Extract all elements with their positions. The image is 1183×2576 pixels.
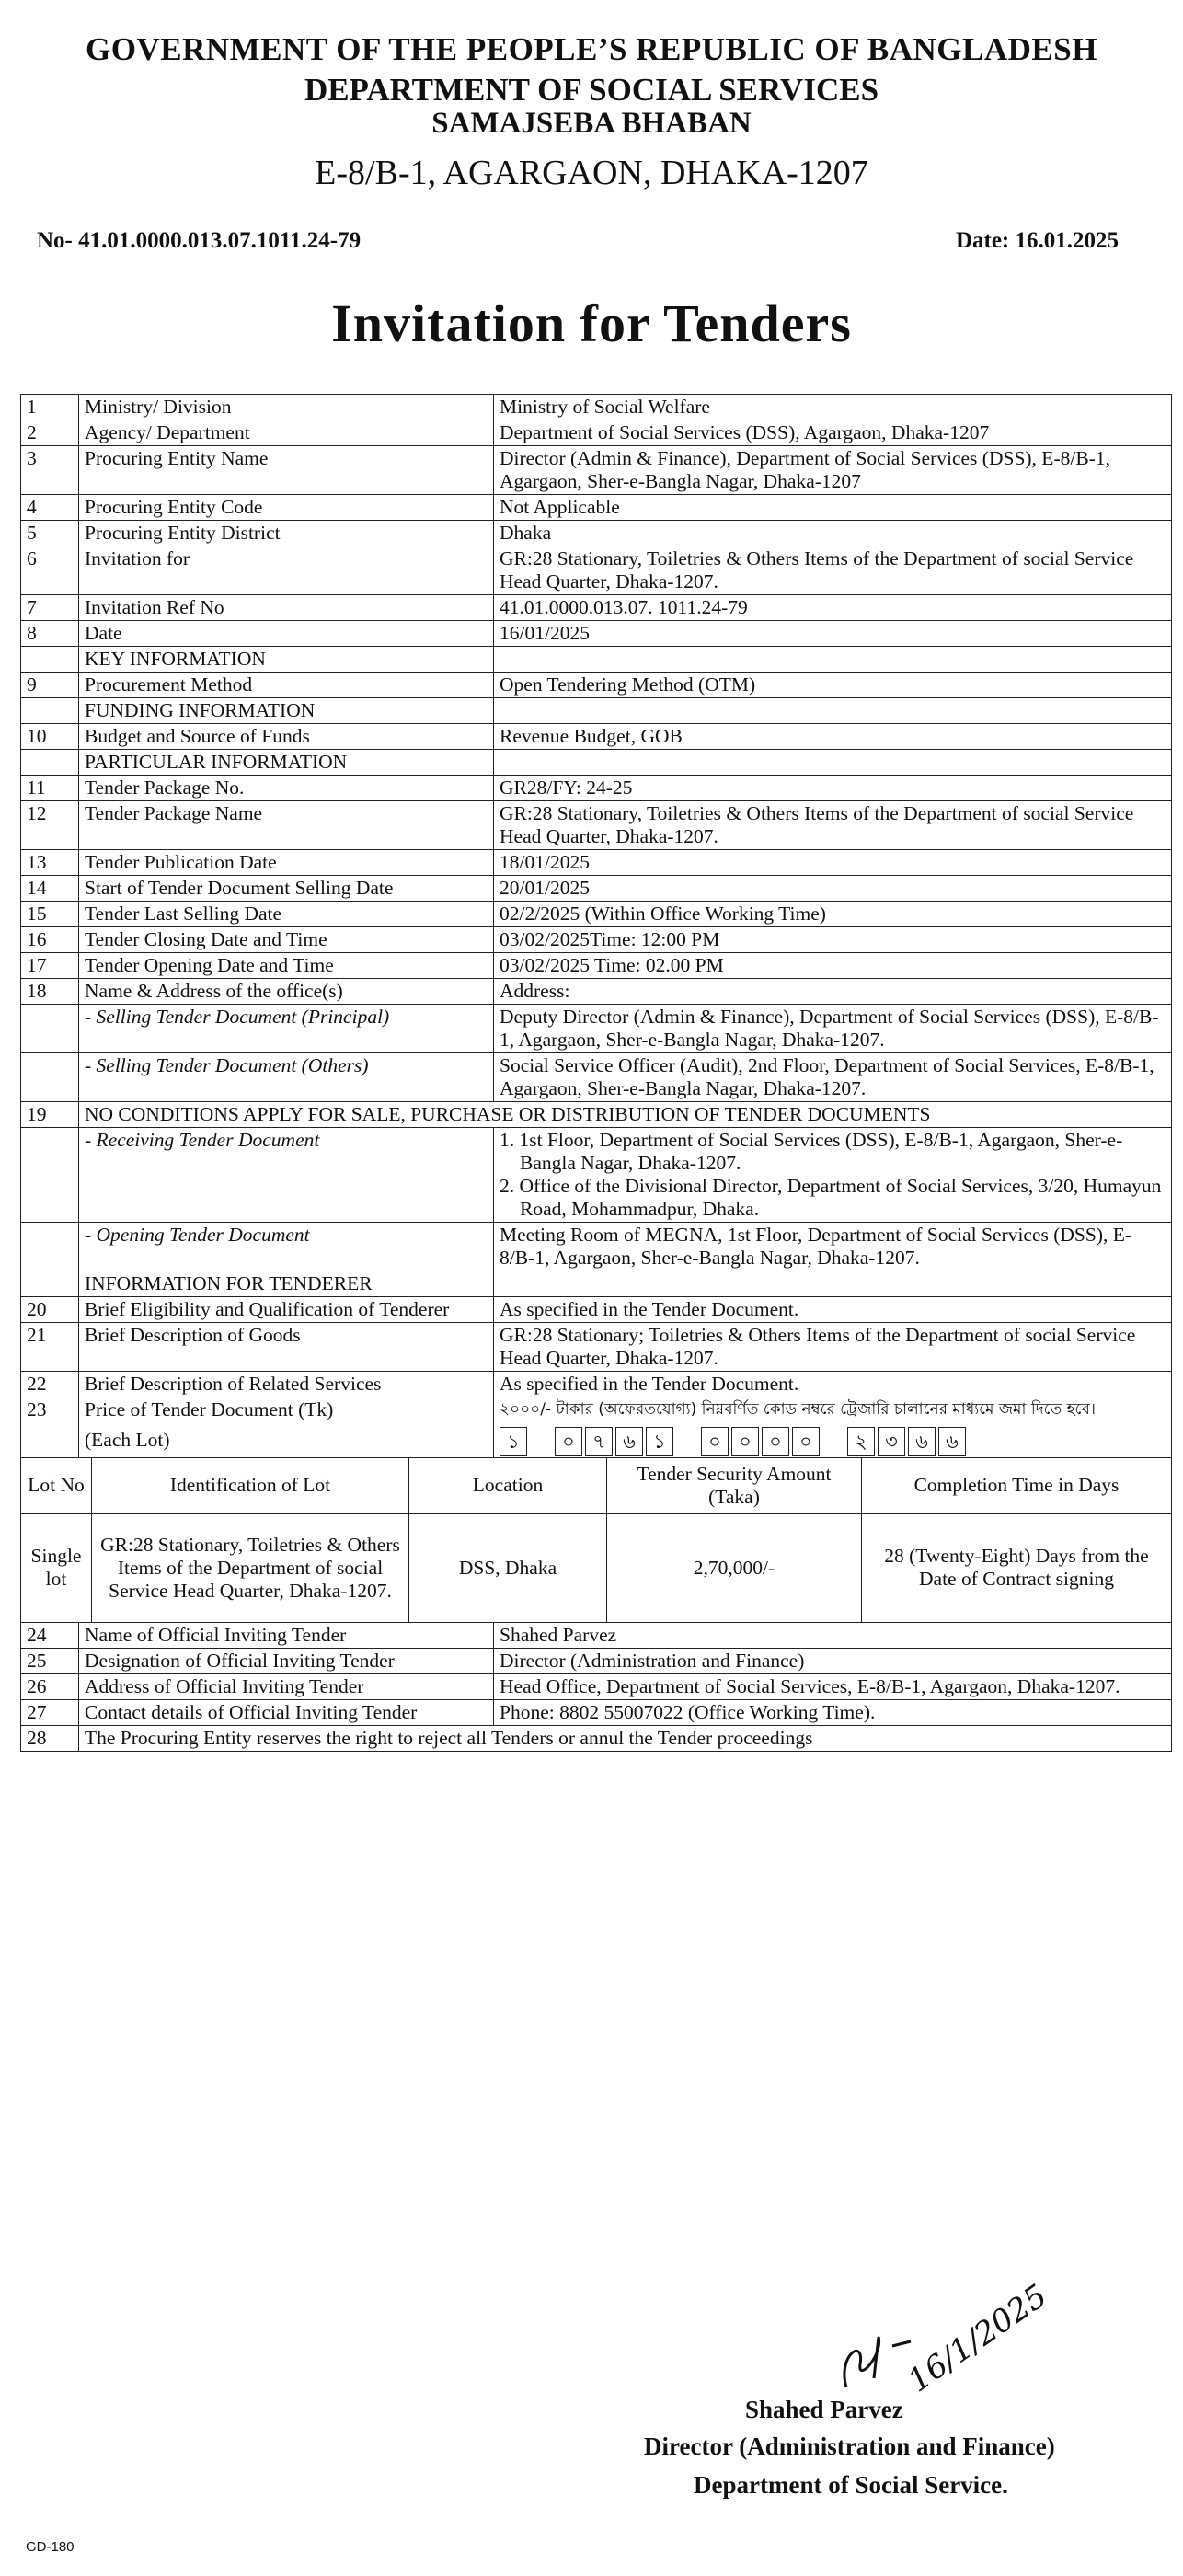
row-label: Contact details of Official Inviting Tender bbox=[79, 1700, 494, 1726]
row-value: As specified in the Tender Document. bbox=[494, 1372, 1172, 1397]
table-row bbox=[21, 521, 1172, 546]
section-info bbox=[21, 1271, 1172, 1297]
row-label: Start of Tender Document Selling Date bbox=[79, 876, 494, 902]
lot-header-row bbox=[21, 1458, 1171, 1513]
row-number: 7 bbox=[21, 595, 79, 621]
code-digit: ০ bbox=[555, 1427, 582, 1456]
section-row bbox=[21, 647, 1172, 673]
row-number: 23 bbox=[21, 1397, 79, 1458]
lot-header-security: Tender Security Amount (Taka) bbox=[607, 1458, 862, 1513]
code-group bbox=[847, 1427, 966, 1456]
table-row bbox=[21, 1323, 1172, 1372]
row-value: 03/02/2025Time: 12:00 PM bbox=[494, 927, 1172, 953]
row-value: Social Service Officer (Audit), 2nd Floor, Department of Social Services, E-8/B-1, Agargaon, Sher-e-Bangla Nagar, Dhaka-1207. bbox=[494, 1053, 1172, 1102]
row-label: - Selling Tender Document (Others) bbox=[79, 1053, 494, 1102]
section-label: FUNDING INFORMATION bbox=[79, 698, 494, 724]
opening-value: Meeting Room of MEGNA, 1st Floor, Department of Social Services (DSS), E-8/B-1, Agargaon, Sher-e-Bangla Nagar, Dhaka-1207. bbox=[494, 1223, 1172, 1271]
row-label: Procuring Entity Code bbox=[79, 495, 494, 521]
row-label: Name of Official Inviting Tender bbox=[79, 1623, 494, 1649]
row-number: 28 bbox=[21, 1726, 79, 1752]
row-label: Agency/ Department bbox=[79, 420, 494, 446]
row-number: 22 bbox=[21, 1372, 79, 1397]
lot-security: 2,70,000/- bbox=[607, 1513, 862, 1622]
table-row bbox=[21, 673, 1172, 698]
code-digit: ৬ bbox=[938, 1427, 966, 1456]
row-label: Invitation Ref No bbox=[79, 595, 494, 621]
row-value: Head Office, Department of Social Services, E-8/B-1, Agargaon, Dhaka-1207. bbox=[494, 1674, 1172, 1700]
row-label: Date bbox=[79, 621, 494, 647]
table-row-19: 19 NO CONDITIONS APPLY FOR SALE, PURCHASE OR DISTRIBUTION OF TENDER DOCUMENTS bbox=[21, 1102, 1172, 1128]
building-heading: SAMAJSEBA BHABAN bbox=[431, 107, 752, 140]
table-row bbox=[21, 902, 1172, 927]
row-label: Ministry/ Division bbox=[79, 395, 494, 420]
lot-row bbox=[21, 1513, 1171, 1622]
lot-header-location: Location bbox=[409, 1458, 607, 1513]
row-value: GR28/FY: 24-25 bbox=[494, 776, 1172, 801]
row-number: 2 bbox=[21, 420, 79, 446]
row-label: Brief Eligibility and Qualification of Tenderer bbox=[79, 1297, 494, 1323]
table-row bbox=[21, 1623, 1172, 1649]
row-value: 02/2/2025 (Within Office Working Time) bbox=[494, 902, 1172, 927]
table-row bbox=[21, 724, 1172, 750]
row-number: 17 bbox=[21, 953, 79, 979]
code-digit: ৭ bbox=[585, 1427, 613, 1456]
table-row bbox=[21, 420, 1172, 446]
code-digit: ০ bbox=[762, 1427, 789, 1456]
lot-header-identification: Identification of Lot bbox=[92, 1458, 409, 1513]
table-row bbox=[21, 1053, 1172, 1102]
code-group bbox=[555, 1427, 673, 1456]
row-value: GR:28 Stationary, Toiletries & Others Items of the Department of social Service Head Quarter, Dhaka-1207. bbox=[494, 801, 1172, 850]
row-value: 18/01/2025 bbox=[494, 850, 1172, 876]
table-row bbox=[21, 546, 1172, 595]
table-row-lot bbox=[21, 1458, 1172, 1623]
lot-header-lot: Lot No bbox=[21, 1458, 92, 1513]
tender-table bbox=[20, 394, 1172, 1752]
row-value: Phone: 8802 55007022 (Office Working Time). bbox=[494, 1700, 1172, 1726]
table-row bbox=[21, 1297, 1172, 1323]
table-row bbox=[21, 1674, 1172, 1700]
row-label: Brief Description of Related Services bbox=[79, 1372, 494, 1397]
row-number: 5 bbox=[21, 521, 79, 546]
row-number: 4 bbox=[21, 495, 79, 521]
row-label: Invitation for bbox=[79, 546, 494, 595]
row-label: Tender Opening Date and Time bbox=[79, 953, 494, 979]
row-value: Director (Admin & Finance), Department of Social Services (DSS), E-8/B-1, Agargaon, Sher-e-Bangla Nagar, Dhaka-1207 bbox=[494, 446, 1172, 495]
row-label: Procurement Method bbox=[79, 673, 494, 698]
row-number: 24 bbox=[21, 1623, 79, 1649]
row-number: 15 bbox=[21, 902, 79, 927]
table-row bbox=[21, 1649, 1172, 1674]
section-label: PARTICULAR INFORMATION bbox=[79, 750, 494, 776]
row-number: 10 bbox=[21, 724, 79, 750]
section-label: INFORMATION FOR TENDERER bbox=[79, 1271, 494, 1297]
code-group bbox=[500, 1427, 527, 1456]
row-number: 18 bbox=[21, 979, 79, 1005]
section-row bbox=[21, 750, 1172, 776]
row-value: 41.01.0000.013.07. 1011.24-79 bbox=[494, 595, 1172, 621]
lot-number: Single lot bbox=[21, 1513, 92, 1622]
row-value: GR:28 Stationary; Toiletries & Others Items of the Department of social Service Head Quarter, Dhaka-1207. bbox=[494, 1323, 1172, 1372]
table-row bbox=[21, 595, 1172, 621]
row-number: 6 bbox=[21, 546, 79, 595]
row-value: Director (Administration and Finance) bbox=[494, 1649, 1172, 1674]
row-value: Dhaka bbox=[494, 521, 1172, 546]
row-value: 20/01/2025 bbox=[494, 876, 1172, 902]
gov-heading: GOVERNMENT OF THE PEOPLE’S REPUBLIC OF BANGLADESH bbox=[86, 31, 1097, 67]
code-digit: ১ bbox=[500, 1427, 527, 1456]
row-value: Not Applicable bbox=[494, 495, 1172, 521]
price-instruction: ২০০০/- টাকার (অফেরতযোগ্য) নিম্নবর্ণিত কোড নম্বরে ট্রেজারি চালানের মাধ্যমে জমা দিতে হবে। bbox=[500, 1400, 1096, 1419]
table-row bbox=[21, 1700, 1172, 1726]
row-value: Shahed Parvez bbox=[494, 1623, 1172, 1649]
row-value: GR:28 Stationary, Toiletries & Others Items of the Department of social Service Head Quarter, Dhaka-1207. bbox=[494, 546, 1172, 595]
table-row bbox=[21, 621, 1172, 647]
lot-identification: GR:28 Stationary, Toiletries & Others Items of the Department of social Service Head Quarter, Dhaka-1207. bbox=[92, 1513, 409, 1622]
row19-text: NO CONDITIONS APPLY FOR SALE, PURCHASE OR DISTRIBUTION OF TENDER DOCUMENTS bbox=[79, 1102, 1172, 1128]
address-heading: E-8/B-1, AGARGAON, DHAKA-1207 bbox=[315, 154, 868, 192]
receiving-item-1: 1. 1st Floor, Department of Social Services (DSS), E-8/B-1, Agargaon, Sher-e-Bangla Nagar, Dhaka-1207. bbox=[500, 1129, 1123, 1174]
table-row bbox=[21, 776, 1172, 801]
row-number: 27 bbox=[21, 1700, 79, 1726]
lot-table bbox=[21, 1458, 1171, 1622]
receiving-item-2: 2. Office of the Divisional Director, Department of Social Services, 3/20, Humayun Road, Mohammadpur, Dhaka. bbox=[500, 1175, 1162, 1220]
row-label: Procuring Entity Name bbox=[79, 446, 494, 495]
signatory-office: Department of Social Service. bbox=[694, 2471, 1008, 2499]
row-number: 13 bbox=[21, 850, 79, 876]
row-label: Tender Package No. bbox=[79, 776, 494, 801]
row-label: Name & Address of the office(s) bbox=[79, 979, 494, 1005]
code-digit: ০ bbox=[792, 1427, 820, 1456]
row-value: Address: bbox=[494, 979, 1172, 1005]
page-title: Invitation for Tenders bbox=[331, 293, 852, 353]
row28-text: The Procuring Entity reserves the right to reject all Tenders or annul the Tender proceedings bbox=[79, 1726, 1172, 1752]
handwritten-signature bbox=[810, 2277, 1054, 2401]
row-label: Tender Last Selling Date bbox=[79, 902, 494, 927]
row-number: 11 bbox=[21, 776, 79, 801]
row-value: 16/01/2025 bbox=[494, 621, 1172, 647]
row-number: 26 bbox=[21, 1674, 79, 1700]
table-row bbox=[21, 1372, 1172, 1397]
treasury-code bbox=[500, 1427, 1166, 1456]
lot-location: DSS, Dhaka bbox=[409, 1513, 607, 1622]
row-label: Procuring Entity District bbox=[79, 521, 494, 546]
row-number: 8 bbox=[21, 621, 79, 647]
row-label: Tender Package Name bbox=[79, 801, 494, 850]
row-value: Revenue Budget, GOB bbox=[494, 724, 1172, 750]
row-label: Tender Publication Date bbox=[79, 850, 494, 876]
row-number: 9 bbox=[21, 673, 79, 698]
code-digit: ১ bbox=[646, 1427, 673, 1456]
opening-label: - Opening Tender Document bbox=[79, 1223, 494, 1271]
code-digit: ৩ bbox=[878, 1427, 905, 1456]
row-label: Tender Closing Date and Time bbox=[79, 927, 494, 953]
table-row bbox=[21, 850, 1172, 876]
table-row bbox=[21, 395, 1172, 420]
table-row bbox=[21, 1005, 1172, 1053]
row-number: 12 bbox=[21, 801, 79, 850]
table-row bbox=[21, 495, 1172, 521]
table-row bbox=[21, 801, 1172, 850]
signatory-name: Shahed Parvez bbox=[745, 2396, 903, 2423]
row-number: 14 bbox=[21, 876, 79, 902]
table-row-23 bbox=[21, 1397, 1172, 1458]
row-number: 3 bbox=[21, 446, 79, 495]
table-row-28 bbox=[21, 1726, 1172, 1752]
table-row bbox=[21, 927, 1172, 953]
row-label: Designation of Official Inviting Tender bbox=[79, 1649, 494, 1674]
row-number: 25 bbox=[21, 1649, 79, 1674]
table-row bbox=[21, 446, 1172, 495]
row-label: Brief Description of Goods bbox=[79, 1323, 494, 1372]
footer-code: GD-180 bbox=[26, 2539, 75, 2555]
price-sublabel: (Each Lot) bbox=[85, 1429, 170, 1451]
row-value: 03/02/2025 Time: 02.00 PM bbox=[494, 953, 1172, 979]
row-number: 16 bbox=[21, 927, 79, 953]
row-value: Deputy Director (Admin & Finance), Department of Social Services (DSS), E-8/B-1, Agargaon, Sher-e-Bangla Nagar, Dhaka-1207. bbox=[494, 1005, 1172, 1053]
signature-date: 16/1/2025 bbox=[901, 2277, 1054, 2400]
code-digit: ০ bbox=[731, 1427, 759, 1456]
code-digit: ০ bbox=[701, 1427, 729, 1456]
row-value: As specified in the Tender Document. bbox=[494, 1297, 1172, 1323]
section-row bbox=[21, 698, 1172, 724]
department-heading: DEPARTMENT OF SOCIAL SERVICES bbox=[304, 72, 879, 108]
row-label: Address of Official Inviting Tender bbox=[79, 1674, 494, 1700]
row-number: 21 bbox=[21, 1323, 79, 1372]
table-row bbox=[21, 953, 1172, 979]
row-value: Open Tendering Method (OTM) bbox=[494, 673, 1172, 698]
row-number bbox=[21, 1053, 79, 1102]
row-value: Department of Social Services (DSS), Agargaon, Dhaka-1207 bbox=[494, 420, 1172, 446]
memo-date: Date: 16.01.2025 bbox=[955, 228, 1119, 253]
code-digit: ২ bbox=[847, 1427, 875, 1456]
table-row bbox=[21, 876, 1172, 902]
lot-header-completion: Completion Time in Days bbox=[862, 1458, 1172, 1513]
row-number: 1 bbox=[21, 395, 79, 420]
table-row-receiving bbox=[21, 1128, 1172, 1223]
receiving-label: - Receiving Tender Document bbox=[79, 1128, 494, 1223]
memo-number: No- 41.01.0000.013.07.1011.24-79 bbox=[37, 228, 362, 253]
signatory-designation: Director (Administration and Finance) bbox=[644, 2432, 1055, 2460]
row-label: - Selling Tender Document (Principal) bbox=[79, 1005, 494, 1053]
price-label: Price of Tender Document (Tk) bbox=[85, 1398, 334, 1420]
row-value: Ministry of Social Welfare bbox=[494, 395, 1172, 420]
code-group bbox=[701, 1427, 820, 1456]
table-row-opening bbox=[21, 1223, 1172, 1271]
row-label: Budget and Source of Funds bbox=[79, 724, 494, 750]
row-number bbox=[21, 1005, 79, 1053]
code-digit: ৬ bbox=[908, 1427, 936, 1456]
section-label: KEY INFORMATION bbox=[79, 647, 494, 673]
row-number: 20 bbox=[21, 1297, 79, 1323]
code-digit: ৬ bbox=[615, 1427, 643, 1456]
table-row bbox=[21, 979, 1172, 1005]
lot-completion: 28 (Twenty-Eight) Days from the Date of Contract signing bbox=[862, 1513, 1172, 1622]
